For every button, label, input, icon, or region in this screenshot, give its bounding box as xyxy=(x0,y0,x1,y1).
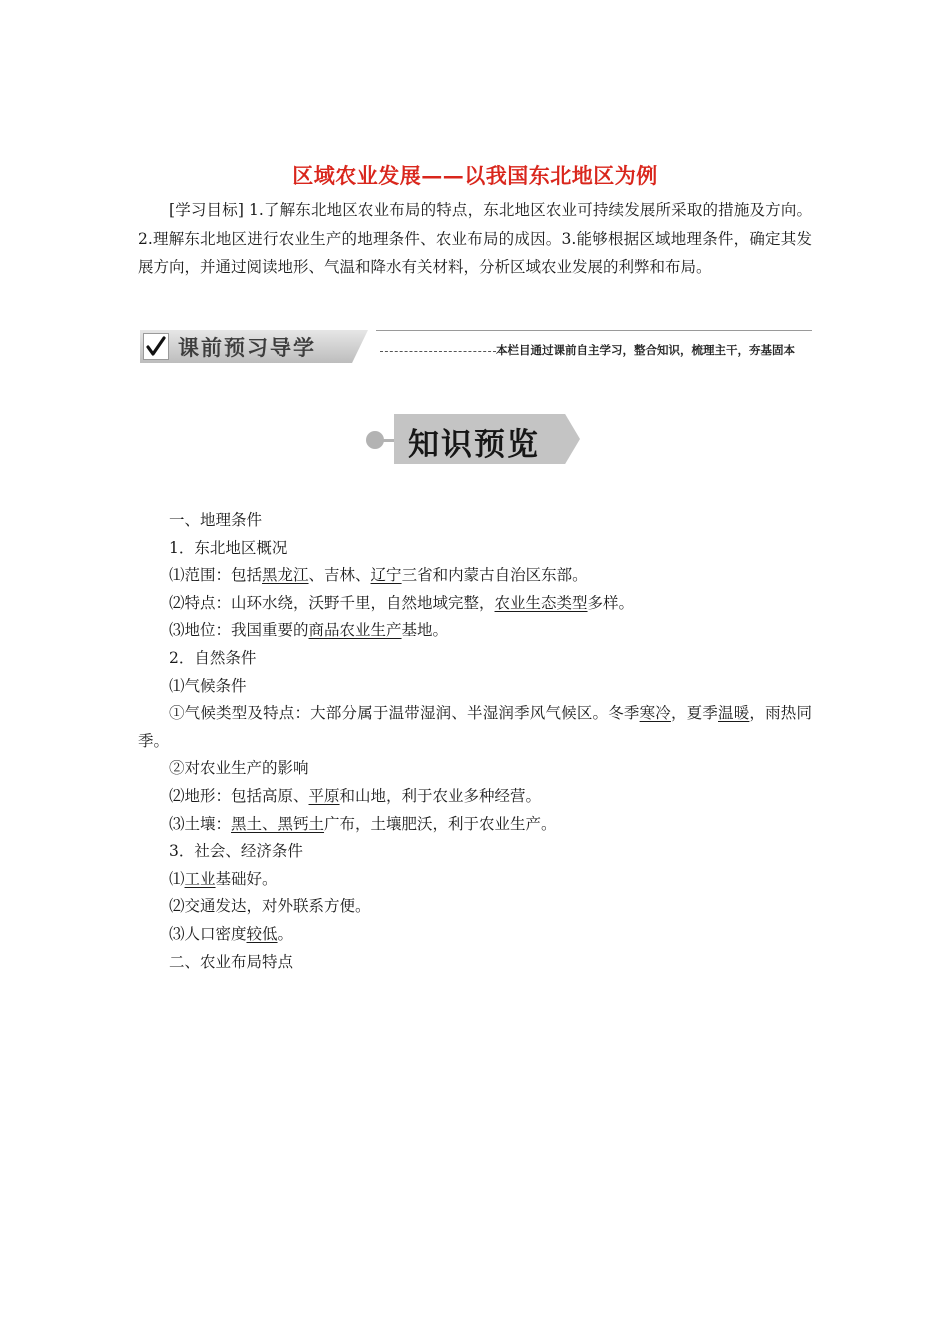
content-line: 一、地理条件 xyxy=(169,511,263,529)
content-line: 3．社会、经济条件 xyxy=(169,842,303,861)
text: 基地。 xyxy=(401,621,449,640)
learning-objectives: [学习目标] 1.了解东北地区农业布局的特点，东北地区农业可持续发展所采取的措施及方向。2.理解东北地区进行农业生产的地理条件、农业布局的成因。3.能够根据区域地理条件，确定其发展方向，并通过阅读地形、气温和降水有关材料，分析区域农业发展的利弊和布局。 xyxy=(138,201,812,276)
content-line: 2．自然条件 xyxy=(169,648,257,667)
content-line xyxy=(138,811,812,839)
text: ，雨热同季。 xyxy=(138,704,812,750)
section-heading xyxy=(366,414,586,466)
content-line: ⑴气候条件 xyxy=(169,676,247,695)
content-line: 1．东北地区概况 xyxy=(169,538,288,557)
content-line: ⑵交通发达，对外联系方便。 xyxy=(169,897,371,916)
content-line xyxy=(138,562,812,590)
banner-dashed-rule xyxy=(380,351,496,352)
page-title: 区域农业发展——以我国东北地区为例 xyxy=(292,163,658,188)
content-line: ②对农业生产的影响 xyxy=(169,759,309,778)
content-line: 二、农业布局特点 xyxy=(169,952,294,971)
text: 。 xyxy=(277,924,294,943)
text: 和山地，利于农业多种经营。 xyxy=(339,786,542,805)
answer-blank: 工业 xyxy=(184,869,216,888)
banner-label: 课前预习导学 xyxy=(178,336,316,360)
text: ①气候类型及特点：大部分属于温带湿润、半湿润季风气候区。冬季 xyxy=(169,704,640,723)
text: 三省和内蒙古自治区东部。 xyxy=(401,566,588,585)
answer-blank: 农业生态类型 xyxy=(494,593,588,612)
answer-blank: 商品农业生产 xyxy=(308,621,402,640)
text: 、吉林、 xyxy=(308,566,371,585)
answer-blank: 黑龙江 xyxy=(262,566,309,585)
content-line xyxy=(138,590,812,618)
content-line xyxy=(138,783,812,811)
text: ⑴范围：包括 xyxy=(169,566,263,585)
content-line xyxy=(138,700,812,755)
answer-blank: 较低 xyxy=(246,924,278,943)
answer-blank: 辽宁 xyxy=(370,566,402,585)
heading-bullet-dot xyxy=(366,431,384,449)
text: ⑴ xyxy=(169,869,185,888)
text: ⑵地形：包括高原、 xyxy=(169,786,309,805)
section-title: 知识预览 xyxy=(408,427,540,463)
text: 多样。 xyxy=(587,593,635,612)
text: 基础好。 xyxy=(215,869,278,888)
text: ⑶人口密度 xyxy=(169,924,247,943)
text: 广布，土壤肥沃，利于农业生产。 xyxy=(324,814,557,833)
content-line xyxy=(138,921,812,949)
content-line xyxy=(138,866,812,894)
preview-banner xyxy=(140,330,812,366)
text: ⑵特点：山环水绕，沃野千里，自然地域完整， xyxy=(169,593,495,612)
content-line xyxy=(138,617,812,645)
content-body xyxy=(138,507,812,976)
banner-note: 本栏目通过课前自主学习，整合知识，梳理主干，夯基固本 xyxy=(496,343,795,357)
answer-blank: 平原 xyxy=(308,786,340,805)
text: ⑶土壤： xyxy=(169,814,232,833)
text: ，夏季 xyxy=(670,704,719,723)
answer-blank: 黑土、黑钙土 xyxy=(231,814,325,833)
checkmark-icon xyxy=(143,333,169,360)
answer-blank: 温暖 xyxy=(718,704,750,723)
answer-blank: 寒冷 xyxy=(639,704,671,723)
text: ⑶地位：我国重要的 xyxy=(169,621,309,640)
banner-top-rule xyxy=(376,330,812,331)
